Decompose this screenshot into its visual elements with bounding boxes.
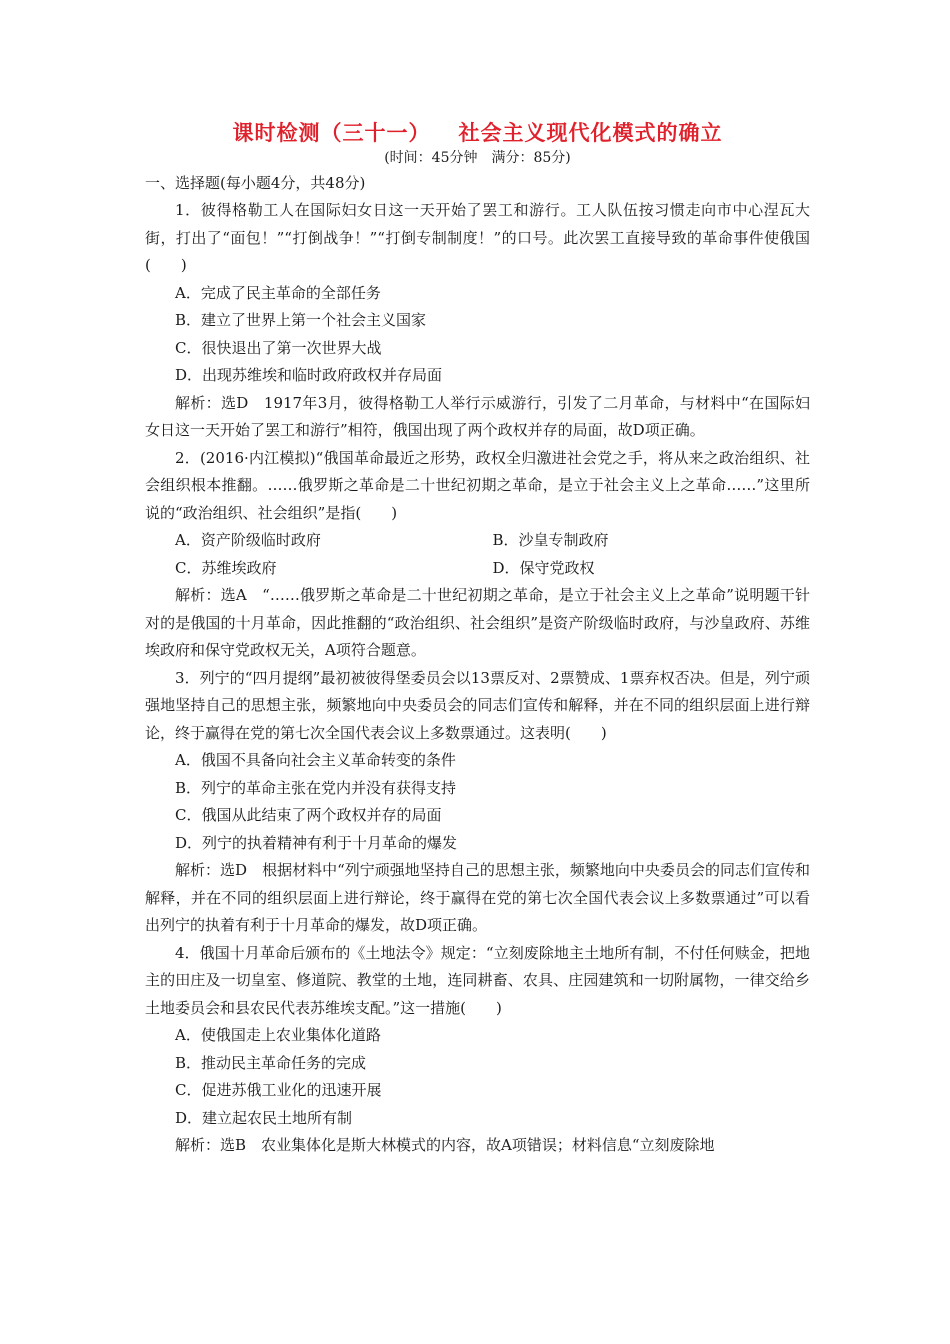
option-a: A．资产阶级临时政府: [175, 531, 321, 549]
question-stem: 2．(2016·内江模拟)“俄国革命最近之形势，政权全归激进社会党之手，将从来之政治组织、社会组织根本推翻。……俄罗斯之革命是二十世纪初期之革命，是立于社会主义上之革命……”这里所说的“政治组织、社会组织”是指( ): [145, 448, 810, 522]
analysis: 解析：选D 根据材料中“列宁顽强地坚持自己的思想主张，频繁地向中央委员会的同志们宣传和解释，并在不同的组织层面上进行辩论，终于赢得在党的第七次全国代表会议上多数票通过”可以看出列宁的执着有利于十月革命的爆发，故D项正确。: [145, 861, 810, 934]
option-c: C．很快退出了第一次世界大战: [175, 338, 382, 357]
analysis: 解析：选A “……俄罗斯之革命是二十世纪初期之革命，是立于社会主义上之革命”说明题干针对的是俄国的十月革命，因此推翻的“政治组织、社会组织”是资产阶级临时政府，与沙皇政府、苏维埃政府和保守党政权无关，A项符合题意。: [145, 586, 810, 659]
exam-info: (时间：45分钟 满分：85分): [384, 150, 571, 166]
option-c: C．俄国从此结束了两个政权并存的局面: [175, 806, 442, 824]
option-c: C．促进苏俄工业化的迅速开展: [175, 1081, 382, 1099]
option-row: [145, 527, 810, 555]
option-d: D．保守党政权: [492, 558, 595, 577]
analysis: 解析：选B 农业集体化是斯大林模式的内容，故A项错误；材料信息“立刻废除地: [175, 1136, 715, 1154]
document-page: [145, 118, 810, 1160]
option-d: D．列宁的执着精神有利于十月革命的爆发: [175, 833, 458, 852]
option-c: C．苏维埃政府: [175, 558, 277, 577]
question-2: [145, 445, 810, 665]
question-stem: 1．彼得格勒工人在国际妇女日这一天开始了罢工和游行。工人队伍按习惯走向市中心涅瓦大街，打出了“面包！”“打倒战争！”“打倒专制制度！”的口号。此次罢工直接导致的革命事件使俄国( ): [145, 201, 810, 274]
option-a: A．完成了民主革命的全部任务: [175, 283, 381, 302]
option-d: D．建立起农民土地所有制: [175, 1108, 353, 1127]
page-title: 课时检测（三十一） 社会主义现代化模式的确立: [232, 121, 723, 145]
question-1: [145, 197, 810, 445]
question-stem: 3．列宁的“四月提纲”最初被彼得堡委员会以13票反对、2票赞成、1票弃权否决。但是，列宁顽强地坚持自己的思想主张，频繁地向中央委员会的同志们宣传和解释，并在不同的组织层面上进行辩论，终于赢得在党的第七次全国代表会议上多数票通过。这表明( ): [145, 668, 810, 742]
question-stem: 4．俄国十月革命后颁布的《土地法令》规定：“立刻废除地主土地所有制，不付任何赎金，把地主的田庄及一切皇室、修道院、教堂的土地，连同耕畜、农具、庄园建筑和一切附属物，一律交给乡土地委员会和县农民代表苏维埃支配。”这一措施( ): [145, 943, 810, 1017]
option-b: B．建立了世界上第一个社会主义国家: [175, 311, 427, 329]
analysis: 解析：选D 1917年3月，彼得格勒工人举行示威游行，引发了二月革命，与材料中“在国际妇女日这一天开始了罢工和游行”相符，俄国出现了两个政权并存的局面，故D项正确。: [145, 393, 810, 439]
question-3: [145, 665, 810, 940]
option-b: B．列宁的革命主张在党内并没有获得支持: [175, 778, 457, 797]
option-b: B．沙皇专制政府: [492, 531, 609, 549]
option-a: A．俄国不具备向社会主义革命转变的条件: [175, 751, 456, 769]
option-d: D．出现苏维埃和临时政府政权并存局面: [175, 366, 443, 384]
section-heading: 一、选择题(每小题4分，共48分): [145, 174, 366, 192]
option-b: B．推动民主革命任务的完成: [175, 1053, 367, 1072]
option-row: [145, 555, 810, 583]
question-4: [145, 940, 810, 1160]
option-a: A．使俄国走上农业集体化道路: [175, 1026, 381, 1044]
